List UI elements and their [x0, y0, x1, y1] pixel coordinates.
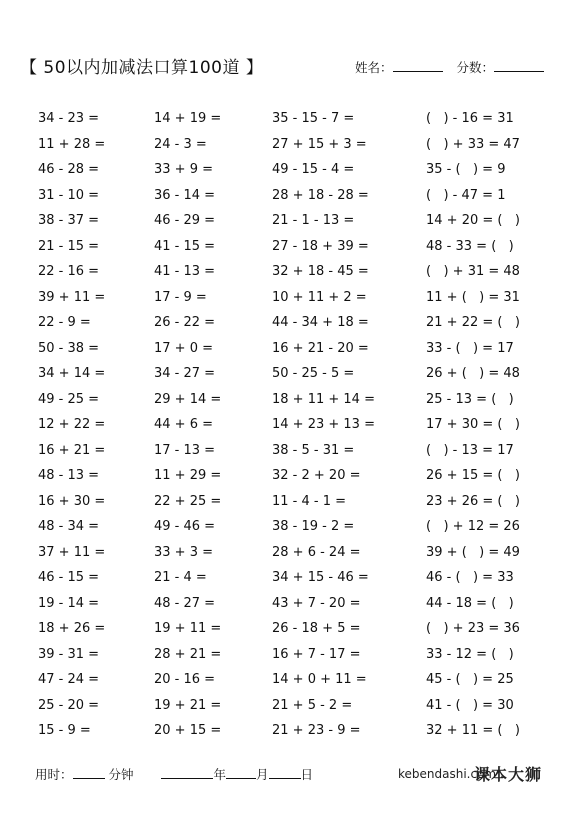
problem-item: 47 - 24 = [38, 672, 100, 687]
problem-item: 15 - 9 = [38, 723, 91, 738]
problem-item: ( ) + 31 = 48 [426, 264, 520, 279]
problem-item: 39 + ( ) = 49 [426, 544, 520, 560]
problem-item: ( ) - 16 = 31 [426, 111, 514, 126]
problem-item: 20 + 15 = [154, 723, 222, 738]
minute-label: 分钟 [108, 767, 134, 782]
problem-item: 11 - 4 - 1 = [272, 493, 347, 509]
problem-item: 21 - 4 = [154, 570, 207, 585]
problem-item: 50 - 25 - 5 = [272, 366, 355, 381]
problem-item: 21 - 1 - 13 = [272, 213, 355, 228]
name-label: 姓名： [355, 60, 393, 75]
problem-item: 39 + 11 = [38, 289, 106, 305]
problem-item: 18 + 11 + 14 = [272, 391, 375, 407]
problem-item: 38 - 19 - 2 = [272, 519, 355, 534]
problem-item: ( ) + 23 = 36 [426, 621, 520, 636]
problem-item: 21 + 23 - 9 = [272, 723, 361, 738]
student-info [355, 58, 554, 76]
site-domain: kebendashi.com [398, 767, 497, 781]
problem-item: 16 + 30 = [38, 493, 106, 509]
problem-item: 20 - 16 = [154, 672, 216, 687]
problem-item: 36 - 14 = [154, 187, 216, 203]
problem-grid [38, 106, 558, 744]
problem-item: 19 + 11 = [154, 621, 222, 636]
problem-item: 29 + 14 = [154, 391, 222, 407]
problem-item: 25 - 13 = ( ) [426, 391, 514, 407]
problem-item: 11 + ( ) = 31 [426, 289, 520, 305]
problem-item: 17 + 0 = [154, 340, 213, 356]
problem-item: 28 + 6 - 24 = [272, 544, 361, 560]
problem-item: 27 + 15 + 3 = [272, 136, 367, 152]
problem-item: ( ) - 47 = 1 [426, 187, 506, 203]
problem-item: ( ) + 33 = 47 [426, 136, 520, 152]
problem-item: ( ) - 13 = 17 [426, 442, 514, 458]
problem-item: 41 - 13 = [154, 264, 216, 279]
problem-item: 33 + 9 = [154, 162, 213, 177]
year-blank [161, 767, 213, 779]
problem-item: 26 + 15 = ( ) [426, 468, 520, 483]
problem-item: 33 - 12 = ( ) [426, 646, 514, 662]
problem-item: 41 - 15 = [154, 238, 216, 254]
problem-item: 14 + 0 + 11 = [272, 672, 367, 687]
problem-item: 28 + 21 = [154, 646, 222, 662]
problem-item: 34 - 23 = [38, 111, 100, 126]
problem-item: 22 - 16 = [38, 264, 100, 279]
problem-item: 14 + 20 = ( ) [426, 213, 520, 228]
problem-item: 11 + 28 = [38, 136, 106, 152]
problem-item: 34 + 14 = [38, 366, 106, 381]
problem-item: 38 - 5 - 31 = [272, 442, 355, 458]
problem-item: 34 - 27 = [154, 366, 216, 381]
brand-logo: 课本大狮 [474, 765, 543, 784]
problem-item: 46 - ( ) = 33 [426, 570, 514, 585]
time-blank [73, 767, 105, 779]
problem-item: 35 - ( ) = 9 [426, 162, 506, 177]
problem-item: 28 + 18 - 28 = [272, 187, 369, 203]
problem-item: 46 - 28 = [38, 162, 100, 177]
name-blank [393, 60, 443, 72]
problem-item: 25 - 20 = [38, 697, 100, 713]
problem-item: 44 + 6 = [154, 417, 213, 432]
problem-item: 14 + 19 = [154, 111, 222, 126]
problem-item: 50 - 38 = [38, 340, 100, 356]
month-label: 月 [256, 767, 269, 782]
problem-item: 21 + 5 - 2 = [272, 697, 353, 713]
problem-item: 21 - 15 = [38, 238, 100, 254]
problem-item: 32 - 2 + 20 = [272, 468, 361, 483]
problem-item: 48 - 34 = [38, 519, 100, 534]
problem-item: 17 + 30 = ( ) [426, 417, 520, 432]
year-label: 年 [213, 767, 226, 782]
problem-item: 44 - 34 + 18 = [272, 315, 369, 330]
problem-item: 46 - 29 = [154, 213, 216, 228]
problem-item: 32 + 11 = ( ) [426, 723, 520, 738]
problem-item: 21 + 22 = ( ) [426, 315, 520, 330]
problem-item: 49 - 46 = [154, 519, 216, 534]
problem-item: 19 + 21 = [154, 697, 222, 713]
problem-item: 17 - 9 = [154, 289, 207, 305]
problem-item: 33 - ( ) = 17 [426, 340, 514, 356]
problem-item: 37 + 11 = [38, 544, 106, 560]
problem-item: 34 + 15 - 46 = [272, 570, 369, 585]
worksheet-title: 【 50以内加减法口算100道 】 [20, 58, 264, 78]
problem-item: 11 + 29 = [154, 468, 222, 483]
problem-item: 48 - 33 = ( ) [426, 238, 514, 254]
problem-item: 35 - 15 - 7 = [272, 111, 355, 126]
problem-item: 26 + ( ) = 48 [426, 366, 520, 381]
problem-item: 18 + 26 = [38, 621, 106, 636]
problem-item: ( ) + 12 = 26 [426, 519, 520, 534]
problem-item: 32 + 18 - 45 = [272, 264, 369, 279]
problem-item: 48 - 13 = [38, 468, 100, 483]
problem-item: 16 + 21 = [38, 442, 106, 458]
problem-item: 23 + 26 = ( ) [426, 493, 520, 509]
problem-item: 31 - 10 = [38, 187, 100, 203]
day-label: 日 [300, 767, 314, 782]
problem-item: 19 - 14 = [38, 595, 100, 611]
problem-item: 27 - 18 + 39 = [272, 238, 369, 254]
problem-item: 41 - ( ) = 30 [426, 697, 514, 713]
problem-item: 43 + 7 - 20 = [272, 595, 361, 611]
month-blank [226, 767, 256, 779]
score-label: 分数： [456, 60, 495, 75]
problem-item: 12 + 22 = [38, 417, 106, 432]
problem-item: 39 - 31 = [38, 646, 100, 662]
score-blank [494, 60, 544, 72]
day-blank [269, 767, 301, 779]
problem-item: 26 - 18 + 5 = [272, 621, 361, 636]
problem-item: 16 + 21 - 20 = [272, 340, 369, 356]
problem-item: 22 - 9 = [38, 315, 91, 330]
problem-item: 26 - 22 = [154, 315, 216, 330]
problem-item: 14 + 23 + 13 = [272, 417, 375, 432]
problem-item: 45 - ( ) = 25 [426, 672, 514, 687]
footer-info [35, 765, 313, 783]
problem-item: 10 + 11 + 2 = [272, 289, 367, 305]
problem-item: 49 - 25 = [38, 391, 100, 407]
problem-item: 44 - 18 = ( ) [426, 595, 514, 611]
problem-item: 24 - 3 = [154, 136, 207, 152]
problem-item: 22 + 25 = [154, 493, 222, 509]
time-label: 用时： [35, 767, 73, 782]
problem-item: 46 - 15 = [38, 570, 100, 585]
score-field [457, 58, 545, 76]
problem-item: 49 - 15 - 4 = [272, 162, 355, 177]
problem-item: 48 - 27 = [154, 595, 216, 611]
problem-item: 17 - 13 = [154, 442, 216, 458]
problem-item: 16 + 7 - 17 = [272, 646, 361, 662]
problem-item: 33 + 3 = [154, 544, 213, 560]
name-field [355, 58, 443, 76]
problem-item: 38 - 37 = [38, 213, 100, 228]
